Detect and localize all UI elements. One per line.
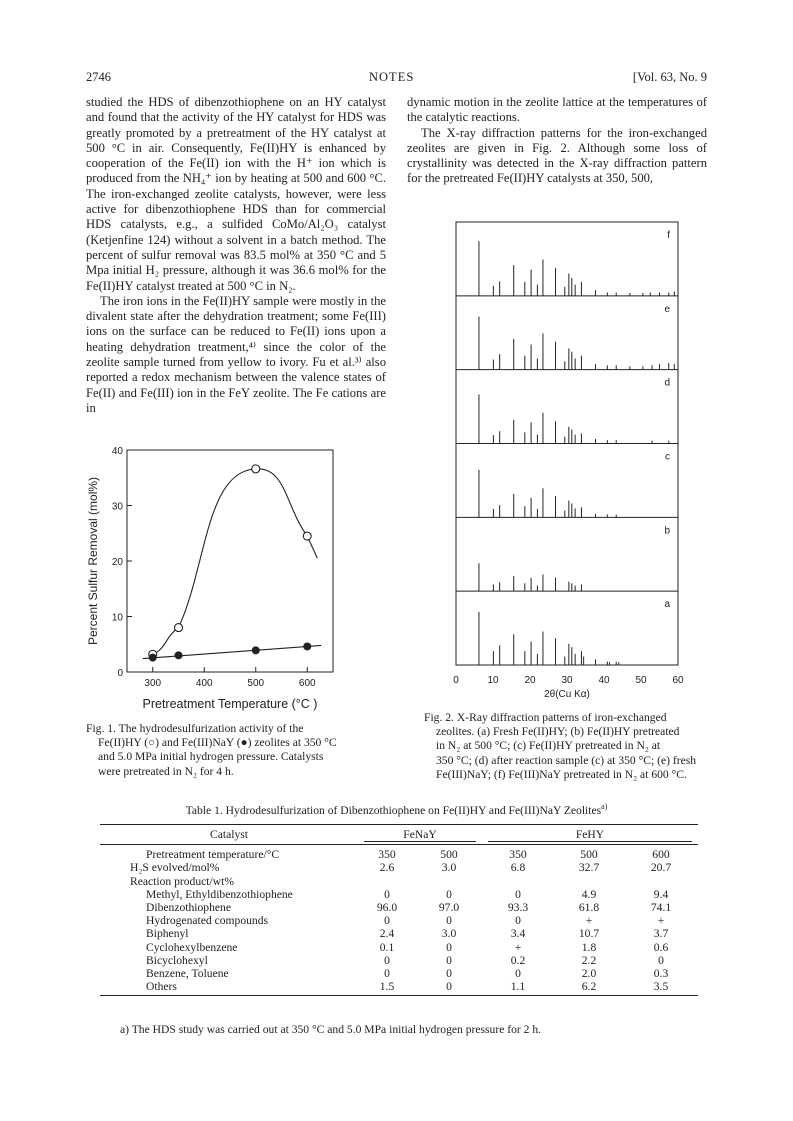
- row-label: Pretreatment temperature/°C: [146, 848, 280, 862]
- table-cell: 0.3: [653, 967, 669, 981]
- x-axis-label: 2θ(Cu Kα): [544, 689, 590, 700]
- table-row: [100, 914, 698, 927]
- x-tick-label: 50: [635, 675, 647, 686]
- table-cell: 0.6: [653, 940, 669, 954]
- y-tick-label: 10: [111, 612, 123, 624]
- x-axis-label: Pretreatment Temperature (°C ): [142, 697, 318, 711]
- table-cell: 1.5: [379, 980, 395, 994]
- pattern-label: c: [665, 451, 670, 463]
- row-label: Hydrogenated compounds: [146, 914, 269, 928]
- open-circle-point: [252, 465, 260, 473]
- table-cell: 0: [515, 967, 521, 981]
- table-cell: 0.2: [510, 953, 526, 967]
- caption-line: 350 °C; (d) after reaction sample (c) at 350 °C; (e) fresh: [436, 753, 697, 767]
- table-cell: 2.6: [379, 861, 395, 875]
- table-row: [100, 888, 698, 901]
- table-cell: 2.2: [581, 953, 597, 967]
- table-cell: 74.1: [650, 901, 672, 915]
- table-cell: 3.0: [441, 927, 457, 941]
- table-cell: 0.1: [379, 940, 395, 954]
- table1-footnote: a) The HDS study was carried out at 350 °C and 5.0 MPa initial hydrogen pressure for 2 h.: [120, 1023, 542, 1036]
- fig1-caption: [86, 722, 386, 779]
- x-tick-label: 600: [298, 678, 316, 689]
- table-cell: 500: [580, 848, 598, 862]
- table-cell: 6.8: [510, 861, 526, 875]
- col-header-fenay: FeNaY: [358, 825, 482, 845]
- table-cell: 0: [446, 980, 452, 994]
- table-cell: 3.4: [510, 927, 526, 941]
- caption-line: Fe(III)NaY; (f) Fe(III)NaY pretreated in N₂ at 600 °C.: [436, 767, 687, 781]
- filled-circle-point: [252, 646, 260, 654]
- table-row: [100, 875, 698, 888]
- y-tick-label: 0: [117, 668, 123, 679]
- table-cell: +: [585, 914, 593, 928]
- caption-line: Fig. 2. X-Ray diffraction patterns of iron-exchanged: [424, 711, 667, 724]
- table-row: [100, 967, 698, 980]
- table-row: [100, 848, 698, 861]
- row-label: H₂S evolved/mol%: [130, 861, 220, 875]
- pattern-label: e: [664, 303, 670, 315]
- table-cell: 0: [446, 953, 452, 967]
- plot-frame: [127, 450, 333, 672]
- x-tick-label: 20: [524, 675, 536, 686]
- table-cell: 93.3: [507, 901, 529, 915]
- x-tick-label: 500: [247, 678, 265, 689]
- row-label: Others: [146, 980, 177, 994]
- footnote-mark: a): [601, 802, 608, 811]
- table-cell: [482, 875, 554, 888]
- table-cell: 0: [446, 940, 452, 954]
- table-cell: 2.0: [581, 967, 597, 981]
- filled-circle-point: [175, 651, 183, 659]
- x-tick-label: 60: [672, 675, 684, 686]
- y-tick-label: 30: [111, 501, 123, 513]
- table-cell: [624, 875, 698, 888]
- row-label: Benzene, Toluene: [146, 967, 229, 981]
- fig2-chart: [438, 220, 698, 705]
- pattern-label: d: [664, 377, 670, 389]
- open-circle-point: [175, 624, 183, 632]
- table1: [100, 824, 698, 996]
- table-cell: 0: [384, 887, 390, 901]
- x-tick-label: 40: [598, 675, 610, 686]
- table-cell: 32.7: [578, 861, 600, 875]
- table-cell: 0: [446, 967, 452, 981]
- pattern-label: a: [664, 599, 670, 611]
- table-cell: 0: [384, 953, 390, 967]
- table-cell: 9.4: [653, 887, 669, 901]
- row-label: Biphenyl: [146, 927, 189, 941]
- caption-line: zeolites. (a) Fresh Fe(II)HY; (b) Fe(II)HY pretreated: [436, 725, 680, 739]
- paragraph: The iron ions in the Fe(II)HY sample were mostly in the divalent state after the dehydration treatment; some Fe(III) ions on the surface can be reduced to Fe(II) ions upon a heating dehydration treatment,⁴⁾ since the color of the zeolite sample turned from yellow to ivory. Fu et al.³⁾ also reported a redox mechanism between the valence states of Fe(II) and Fe(III) ion in the FeY zeolite. The Fe cations are in: [86, 293, 386, 415]
- series-line-filled: [143, 645, 322, 658]
- table-cell: 0: [446, 914, 452, 928]
- table-row: [100, 941, 698, 954]
- row-label: Reaction product/wt%: [130, 874, 234, 888]
- table-cell: 0: [446, 887, 452, 901]
- table-cell: +: [657, 914, 665, 928]
- table-cell: [358, 875, 416, 888]
- row-label: Dibenzothiophene: [146, 901, 231, 915]
- pattern-label: f: [667, 230, 670, 241]
- table-cell: [416, 875, 482, 888]
- paragraph: The X-ray diffraction patterns for the iron-exchanged zeolites are given in Fig. 2. Although some loss of crystallinity was detected in the X-ray diffraction pattern for the pretreated Fe(II)HY catalysts at 350, 500,: [407, 125, 707, 186]
- x-tick-label: 300: [144, 678, 162, 689]
- left-column: [86, 95, 386, 416]
- page-number: 2746: [86, 70, 111, 84]
- x-tick-label: 400: [195, 678, 213, 689]
- table-cell: 350: [378, 848, 396, 862]
- table-cell: +: [514, 940, 522, 954]
- pattern-label: b: [664, 525, 670, 537]
- table-cell: [554, 875, 624, 888]
- table-cell: 0: [384, 967, 390, 981]
- table-row: [100, 980, 698, 993]
- table-cell: 0: [384, 914, 390, 928]
- table-cell: 350: [509, 848, 527, 862]
- x-tick-label: 30: [561, 675, 573, 686]
- caption-line: were pretreated in N₂ for 4 h.: [98, 764, 234, 778]
- caption-line: and 5.0 MPa initial hydrogen pressure. Catalysts: [98, 750, 324, 764]
- section-title: NOTES: [369, 70, 415, 84]
- open-circle-point: [303, 532, 311, 540]
- table-cell: 0: [658, 953, 664, 967]
- y-tick-label: 40: [111, 446, 123, 457]
- caption-line: Fe(II)HY (○) and Fe(III)NaY (●) zeolites at 350 °C: [98, 736, 337, 750]
- filled-circle-point: [303, 642, 311, 650]
- filled-circle-point: [149, 654, 157, 662]
- table-cell: 3.5: [653, 980, 669, 994]
- table-cell: 0: [515, 887, 521, 901]
- paragraph: dynamic motion in the zeolite lattice at the temperatures of the catalytic reactions.: [407, 95, 707, 125]
- table-cell: 600: [652, 848, 670, 862]
- fig1-chart: [75, 440, 345, 720]
- table-cell: 96.0: [376, 901, 398, 915]
- table-cell: 20.7: [650, 861, 672, 875]
- row-label: Methyl, Ethyldibenzothiophene: [146, 887, 293, 901]
- table1-caption: Table 1. Hydrodesulfurization of Dibenzothiophene on Fe(II)HY and Fe(III)NaY Zeolites$^{a)}$: [185, 802, 608, 817]
- table-cell: 3.0: [441, 861, 457, 875]
- row-label: Bicyclohexyl: [146, 953, 208, 967]
- table-cell: 3.7: [653, 927, 669, 941]
- table-cell: 97.0: [438, 901, 460, 915]
- table-row: [100, 927, 698, 940]
- caption-line: in N₂ at 500 °C; (c) Fe(II)HY pretreated in N₂ at: [436, 739, 661, 753]
- table-cell: 0: [515, 914, 521, 928]
- table-cell: 6.2: [581, 980, 597, 994]
- table-row: [100, 901, 698, 914]
- y-tick-label: 20: [111, 557, 123, 568]
- table1-body: [100, 848, 698, 996]
- row-label: Cyclohexylbenzene: [146, 940, 238, 954]
- table-cell: 500: [440, 848, 458, 862]
- x-tick-label: 10: [487, 675, 499, 686]
- col-header-fehy: FeHY: [482, 825, 698, 845]
- y-axis-label: Percent Sulfur Removal (mol%): [86, 476, 100, 646]
- right-column: [407, 95, 707, 187]
- volume-info: [Vol. 63, No. 9: [632, 70, 707, 84]
- x-tick-label: 0: [453, 675, 459, 686]
- table-cell: 1.1: [510, 980, 526, 994]
- table-cell: 10.7: [578, 927, 600, 941]
- table-cell: 4.9: [581, 887, 597, 901]
- table-cell: 2.4: [379, 927, 395, 941]
- table-cell: 61.8: [578, 901, 600, 915]
- table-cell: 1.8: [581, 940, 597, 954]
- table-row: [100, 861, 698, 874]
- caption-line: Fig. 1. The hydrodesulfurization activity of the: [86, 722, 304, 735]
- paragraph: studied the HDS of dibenzothiophene on an HY catalyst and found that the activity of the HY catalyst for HDS was greatly promoted by a pretreatment of the HY catalyst at 500 °C in air. Consequently, Fe(II)HY is enhanced by cooperation of the Fe(II) ion with the H⁺ ion which is produced from the NH₄⁺ ion by heating at 500 and 600 °C. The iron-exchanged zeolite catalysts, however, were less active for dibenzothiophene HDS than for commercial HDS catalysts, e.g., a sulfided CoMo/Al₂O₃ catalyst (Ketjenfine 124) without a solvent in a batch method. The percent of sulfur removal was 83.5 mol% at 350 °C and 5 Mpa initial H₂ pressure, although it was 36.6 mol% for the Fe(II)HY catalyst treated at 500 °C in N₂.: [86, 95, 386, 293]
- fig2-caption: [424, 711, 714, 782]
- table-row: [100, 954, 698, 967]
- col-header-catalyst: Catalyst: [210, 828, 248, 841]
